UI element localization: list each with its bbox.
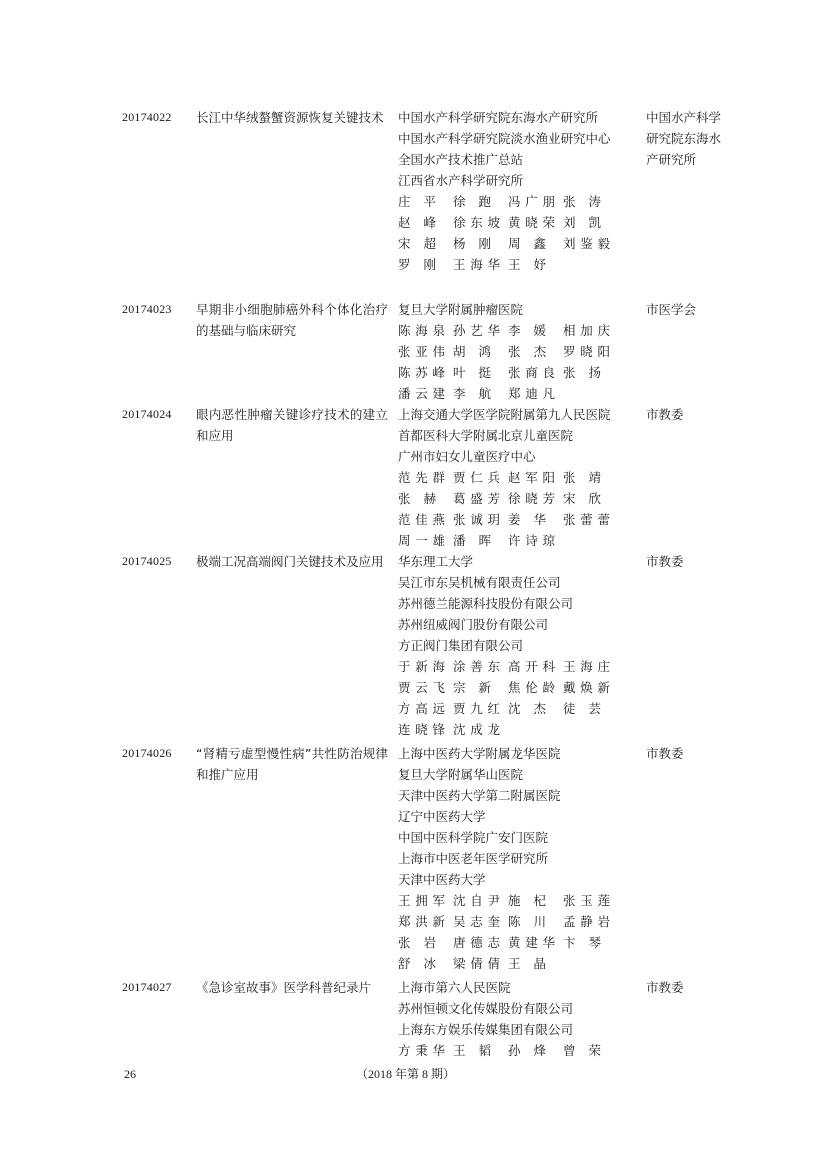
- entry-code: 20174027: [122, 980, 172, 994]
- person-name: 徐晓芳: [508, 491, 555, 506]
- people-row: [398, 212, 634, 233]
- entry-title: 眼内恶性肿瘤关键诊疗技术的建立和应用: [196, 407, 388, 443]
- unit-name: 苏州纽威阀门股份有限公司: [398, 617, 549, 632]
- person-name: 郑迪凡: [508, 386, 555, 401]
- person-name: 宋超: [398, 236, 436, 251]
- people-row: [398, 911, 634, 932]
- unit-name: 上海东方娱乐传媒集团有限公司: [398, 1022, 574, 1037]
- people-row: [398, 320, 634, 341]
- people-row: [398, 509, 634, 530]
- person-name: 于新海: [398, 659, 445, 674]
- person-name: 相加庆: [563, 323, 610, 338]
- person-name: 孟静岩: [563, 914, 610, 929]
- unit-name: 复旦大学附属肿瘤医院: [398, 302, 524, 317]
- person-name: 孙烽: [508, 1043, 546, 1058]
- person-name: 葛盛芳: [453, 491, 500, 506]
- people-row: [398, 341, 634, 362]
- person-name: 高开科: [508, 659, 555, 674]
- person-name: 冯广朋: [508, 194, 555, 209]
- unit-name: 江西省水产科学研究所: [398, 173, 524, 188]
- person-name: 陈川: [508, 914, 546, 929]
- people-row: [398, 530, 634, 551]
- unit-name: 广州市妇女儿童医疗中心: [398, 449, 536, 464]
- unit-name: 吴江市东吴机械有限责任公司: [398, 575, 561, 590]
- unit-name: 复旦大学附属华山医院: [398, 767, 524, 782]
- person-name: 李航: [453, 386, 491, 401]
- people-row: [398, 656, 634, 677]
- people-row: [398, 254, 634, 275]
- person-name: 卞琴: [563, 935, 601, 950]
- entry-code: 20174025: [122, 554, 172, 568]
- unit-name: 中国水产科学研究院东海水产研究所: [398, 110, 599, 125]
- people-row: [398, 233, 634, 254]
- person-name: 叶挺: [453, 365, 491, 380]
- person-name: 贾九红: [453, 701, 500, 716]
- entry-units: [398, 107, 634, 275]
- person-name: 梁倩倩: [453, 956, 500, 971]
- person-name: 张扬: [563, 365, 601, 380]
- people-row: [398, 677, 634, 698]
- person-name: 周鑫: [508, 236, 546, 251]
- person-name: 李媛: [508, 323, 546, 338]
- person-name: 张杰: [508, 344, 546, 359]
- person-name: 徐东坡: [453, 215, 500, 230]
- person-name: 徐跑: [453, 194, 491, 209]
- person-name: 胡鸿: [453, 344, 491, 359]
- person-name: 宋欣: [563, 491, 601, 506]
- entry-units: [398, 977, 634, 1061]
- person-name: 陈苏峰: [398, 365, 445, 380]
- person-name: 沈自尹: [453, 893, 500, 908]
- person-name: 舒冰: [398, 956, 436, 971]
- entry-code: 20174022: [122, 110, 172, 124]
- person-name: 王晶: [508, 956, 546, 971]
- unit-name: 苏州恒顿文化传媒股份有限公司: [398, 1001, 574, 1016]
- issue-label: （2018 年第 8 期）: [356, 1067, 456, 1081]
- person-name: 张玉莲: [563, 893, 610, 908]
- person-name: 刘凯: [563, 215, 601, 230]
- people-row: [398, 932, 634, 953]
- person-name: 徒芸: [563, 701, 601, 716]
- person-name: 郑洪新: [398, 914, 445, 929]
- person-name: 焦伦龄: [508, 680, 555, 695]
- person-name: 王韬: [453, 1043, 491, 1058]
- person-name: 杨刚: [453, 236, 491, 251]
- unit-name: 上海中医药大学附属龙华医院: [398, 746, 561, 761]
- entry-units: [398, 404, 634, 551]
- person-name: 黄晓荣: [508, 215, 555, 230]
- entry-title: 长江中华绒螯蟹资源恢复关键技术: [196, 110, 384, 125]
- entry-title: 极端工况高端阀门关键技术及应用: [196, 554, 384, 569]
- unit-name: 上海市第六人民医院: [398, 980, 511, 995]
- person-name: 赵峰: [398, 215, 436, 230]
- person-name: 曾荣: [563, 1043, 601, 1058]
- entry-recommender: 市教委: [646, 746, 684, 761]
- person-name: 张岩: [398, 935, 436, 950]
- person-name: 黄建华: [508, 935, 555, 950]
- person-name: 周一雄: [398, 533, 445, 548]
- person-name: 刘鉴毅: [563, 236, 610, 251]
- entry-recommender: 市教委: [646, 980, 684, 995]
- person-name: 张涛: [563, 194, 601, 209]
- entry-title: “肾精亏虚型慢性病”共性防治规律和推广应用: [196, 746, 388, 782]
- entry-recommender: 市教委: [646, 554, 684, 569]
- person-name: 范先群: [398, 470, 445, 485]
- person-name: 王妤: [508, 257, 546, 272]
- person-name: 涂善东: [453, 659, 500, 674]
- entry-recommender: 市医学会: [646, 302, 697, 317]
- people-row: [398, 191, 634, 212]
- person-name: 唐德志: [453, 935, 500, 950]
- people-row: [398, 467, 634, 488]
- person-name: 贾云飞: [398, 680, 445, 695]
- person-name: 张亚伟: [398, 344, 445, 359]
- unit-name: 苏州德兰能源科技股份有限公司: [398, 596, 574, 611]
- unit-name: 天津中医药大学: [398, 872, 486, 887]
- unit-name: 中国中医科学院广安门医院: [398, 830, 549, 845]
- person-name: 张赫: [398, 491, 436, 506]
- unit-name: 上海交通大学医学院附属第九人民医院: [398, 407, 611, 422]
- person-name: 王拥军: [398, 893, 445, 908]
- unit-name: 中国水产科学研究院淡水渔业研究中心: [398, 131, 611, 146]
- unit-name: 华东理工大学: [398, 554, 474, 569]
- person-name: 范佳燕: [398, 512, 445, 527]
- person-name: 罗晓阳: [563, 344, 610, 359]
- people-row: [398, 1040, 634, 1061]
- unit-name: 上海市中医老年医学研究所: [398, 851, 549, 866]
- unit-name: 方正阀门集团有限公司: [398, 638, 524, 653]
- person-name: 许诗琼: [508, 533, 555, 548]
- person-name: 方秉华: [398, 1043, 445, 1058]
- person-name: 赵军阳: [508, 470, 555, 485]
- person-name: 张蕾蕾: [563, 512, 610, 527]
- person-name: 方高远: [398, 701, 445, 716]
- people-row: [398, 698, 634, 719]
- entry-code: 20174023: [122, 302, 172, 316]
- people-row: [398, 362, 634, 383]
- entry-units: [398, 743, 634, 974]
- person-name: 王海庄: [563, 659, 610, 674]
- unit-name: 辽宁中医药大学: [398, 809, 486, 824]
- people-row: [398, 488, 634, 509]
- person-name: 张商良: [508, 365, 555, 380]
- unit-name: 全国水产技术推广总站: [398, 152, 524, 167]
- people-row: [398, 890, 634, 911]
- person-name: 施杞: [508, 893, 546, 908]
- person-name: 宗新: [453, 680, 491, 695]
- person-name: 贾仁兵: [453, 470, 500, 485]
- entry-title: 《急诊室故事》医学科普纪录片: [196, 980, 372, 995]
- entry-units: [398, 299, 634, 404]
- unit-name: 天津中医药大学第二附属医院: [398, 788, 561, 803]
- person-name: 沈成龙: [453, 722, 500, 737]
- entry-code: 20174024: [122, 407, 172, 421]
- person-name: 连晓锋: [398, 722, 445, 737]
- person-name: 潘云建: [398, 386, 445, 401]
- people-row: [398, 953, 634, 974]
- person-name: 张诚玥: [453, 512, 500, 527]
- person-name: 张靖: [563, 470, 601, 485]
- person-name: 姜华: [508, 512, 546, 527]
- entry-units: [398, 551, 634, 740]
- person-name: 孙艺华: [453, 323, 500, 338]
- page-number: 26: [124, 1067, 136, 1081]
- people-row: [398, 383, 634, 404]
- person-name: 戴焕新: [563, 680, 610, 695]
- person-name: 潘晖: [453, 533, 491, 548]
- person-name: 沈杰: [508, 701, 546, 716]
- person-name: 吴志奎: [453, 914, 500, 929]
- person-name: 庄平: [398, 194, 436, 209]
- person-name: 陈海泉: [398, 323, 445, 338]
- person-name: 罗刚: [398, 257, 436, 272]
- entry-recommender: 市教委: [646, 407, 684, 422]
- people-row: [398, 719, 634, 740]
- entry-code: 20174026: [122, 746, 172, 760]
- unit-name: 首都医科大学附属北京儿童医院: [398, 428, 574, 443]
- entry-title: 早期非小细胞肺癌外科个体化治疗的基础与临床研究: [196, 302, 388, 338]
- person-name: 王海华: [453, 257, 500, 272]
- entry-recommender: 中国水产科学研究院东海水产研究所: [646, 110, 722, 167]
